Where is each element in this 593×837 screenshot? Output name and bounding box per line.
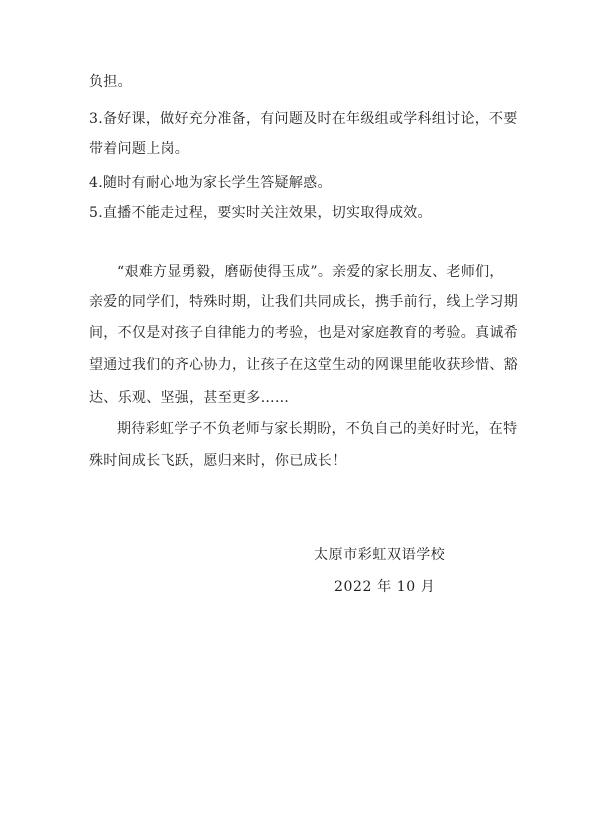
paragraph-1-line-2: 亲爱的同学们，特殊时期，让我们共同成长，携手前行，线上学习期 xyxy=(89,294,518,310)
paragraph-1-line-1: “艰难方显勇毅，磨砺使得玉成”。亲爱的家长朋友、老师们， xyxy=(117,264,504,280)
paragraph-1-line-5: 达、乐观、坚强，甚至更多…… xyxy=(89,390,290,406)
list-item-5: 5.直播不能走过程，要实时关注效果，切实取得成效。 xyxy=(89,205,432,221)
list-item-3: 3.备好课，做好充分准备，有问题及时在年级组或学科组讨论，不要 xyxy=(89,111,518,127)
signature-date: 2022 年 10 月 xyxy=(334,579,436,595)
paragraph-1-line-3: 间，不仅是对孩子自律能力的考验，也是对家庭教育的考验。真诚希 xyxy=(89,325,518,341)
list-item-4: 4.随时有耐心地为家长学生答疑解惑。 xyxy=(89,175,332,191)
signature-school: 太原市彩虹双语学校 xyxy=(314,547,446,563)
paragraph-1-line-4: 望通过我们的齐心协力，让孩子在这堂生动的网课里能收获珍惜、豁 xyxy=(89,357,518,373)
paragraph-2-line-1: 期待彩虹学子不负老师与家长期盼，不负自己的美好时光，在特 xyxy=(117,421,518,437)
text-line-burden: 负担。 xyxy=(89,74,132,90)
paragraph-2-line-2: 殊时间成长飞跃，愿归来时，你已成长！ xyxy=(89,453,347,469)
list-item-3-continued: 带着问题上岗。 xyxy=(89,141,190,157)
